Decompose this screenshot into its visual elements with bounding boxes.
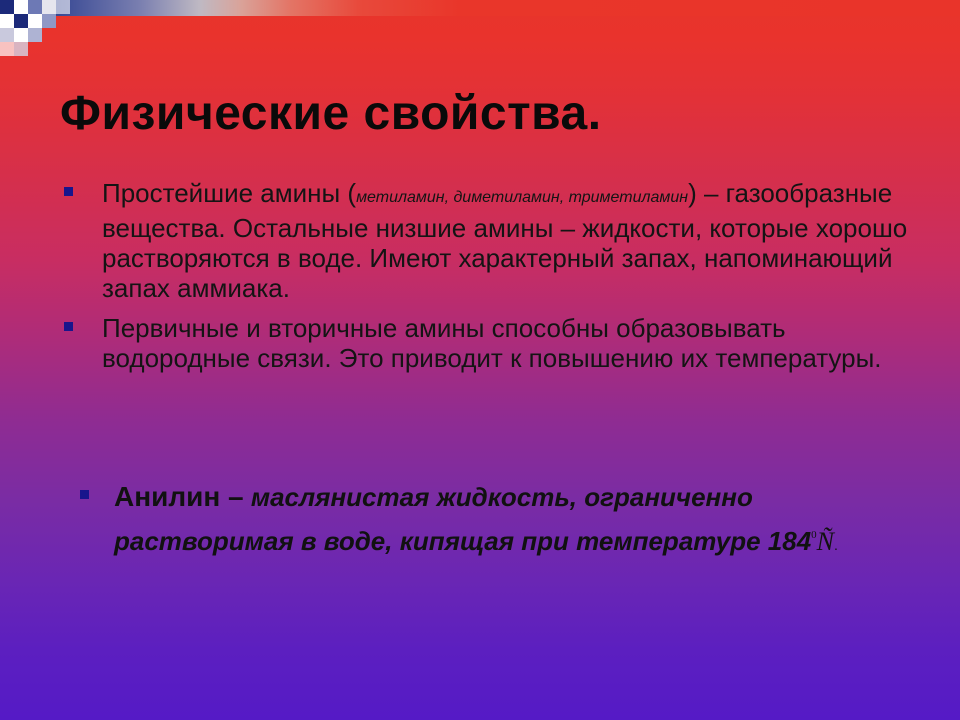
amine-examples: метиламин, диметиламин, триметиламин [356,189,689,206]
square-bullet-icon [64,322,73,331]
bullet-item [64,178,924,303]
slide-title: Физические свойства. [60,87,602,140]
end-period: . [834,537,838,553]
anilin-bullet [80,478,920,564]
bullet-text-post: ) – газообразные вещества. Остальные низшие амины – жидкости, которые хорошо растворяются в воде. Имеют характерный запах, напоминающий запах аммиака. [102,178,908,303]
bullet-item [64,313,924,373]
top-decorative-bar [0,0,960,16]
square-bullet-icon [80,490,89,499]
bullet-text: Первичные и вторичные амины способны образовывать водородные связи. Это приводит к повышению их температуры. [102,313,882,373]
anilin-description: маслянистая жидкость, ограниченно растворимая в воде, кипящая при температуре 184 [114,482,812,556]
corner-decoration [0,0,80,60]
bullet-list [64,178,924,383]
degree-superscript: 0 [811,529,817,541]
bullet-text-pre: Простейшие амины ( [102,178,357,208]
anilin-lead: Анилин – [114,481,244,512]
anilin-text [80,478,920,564]
bullet-text [102,178,924,303]
temperature-unit: Ñ [816,527,834,556]
square-bullet-icon [64,187,73,196]
